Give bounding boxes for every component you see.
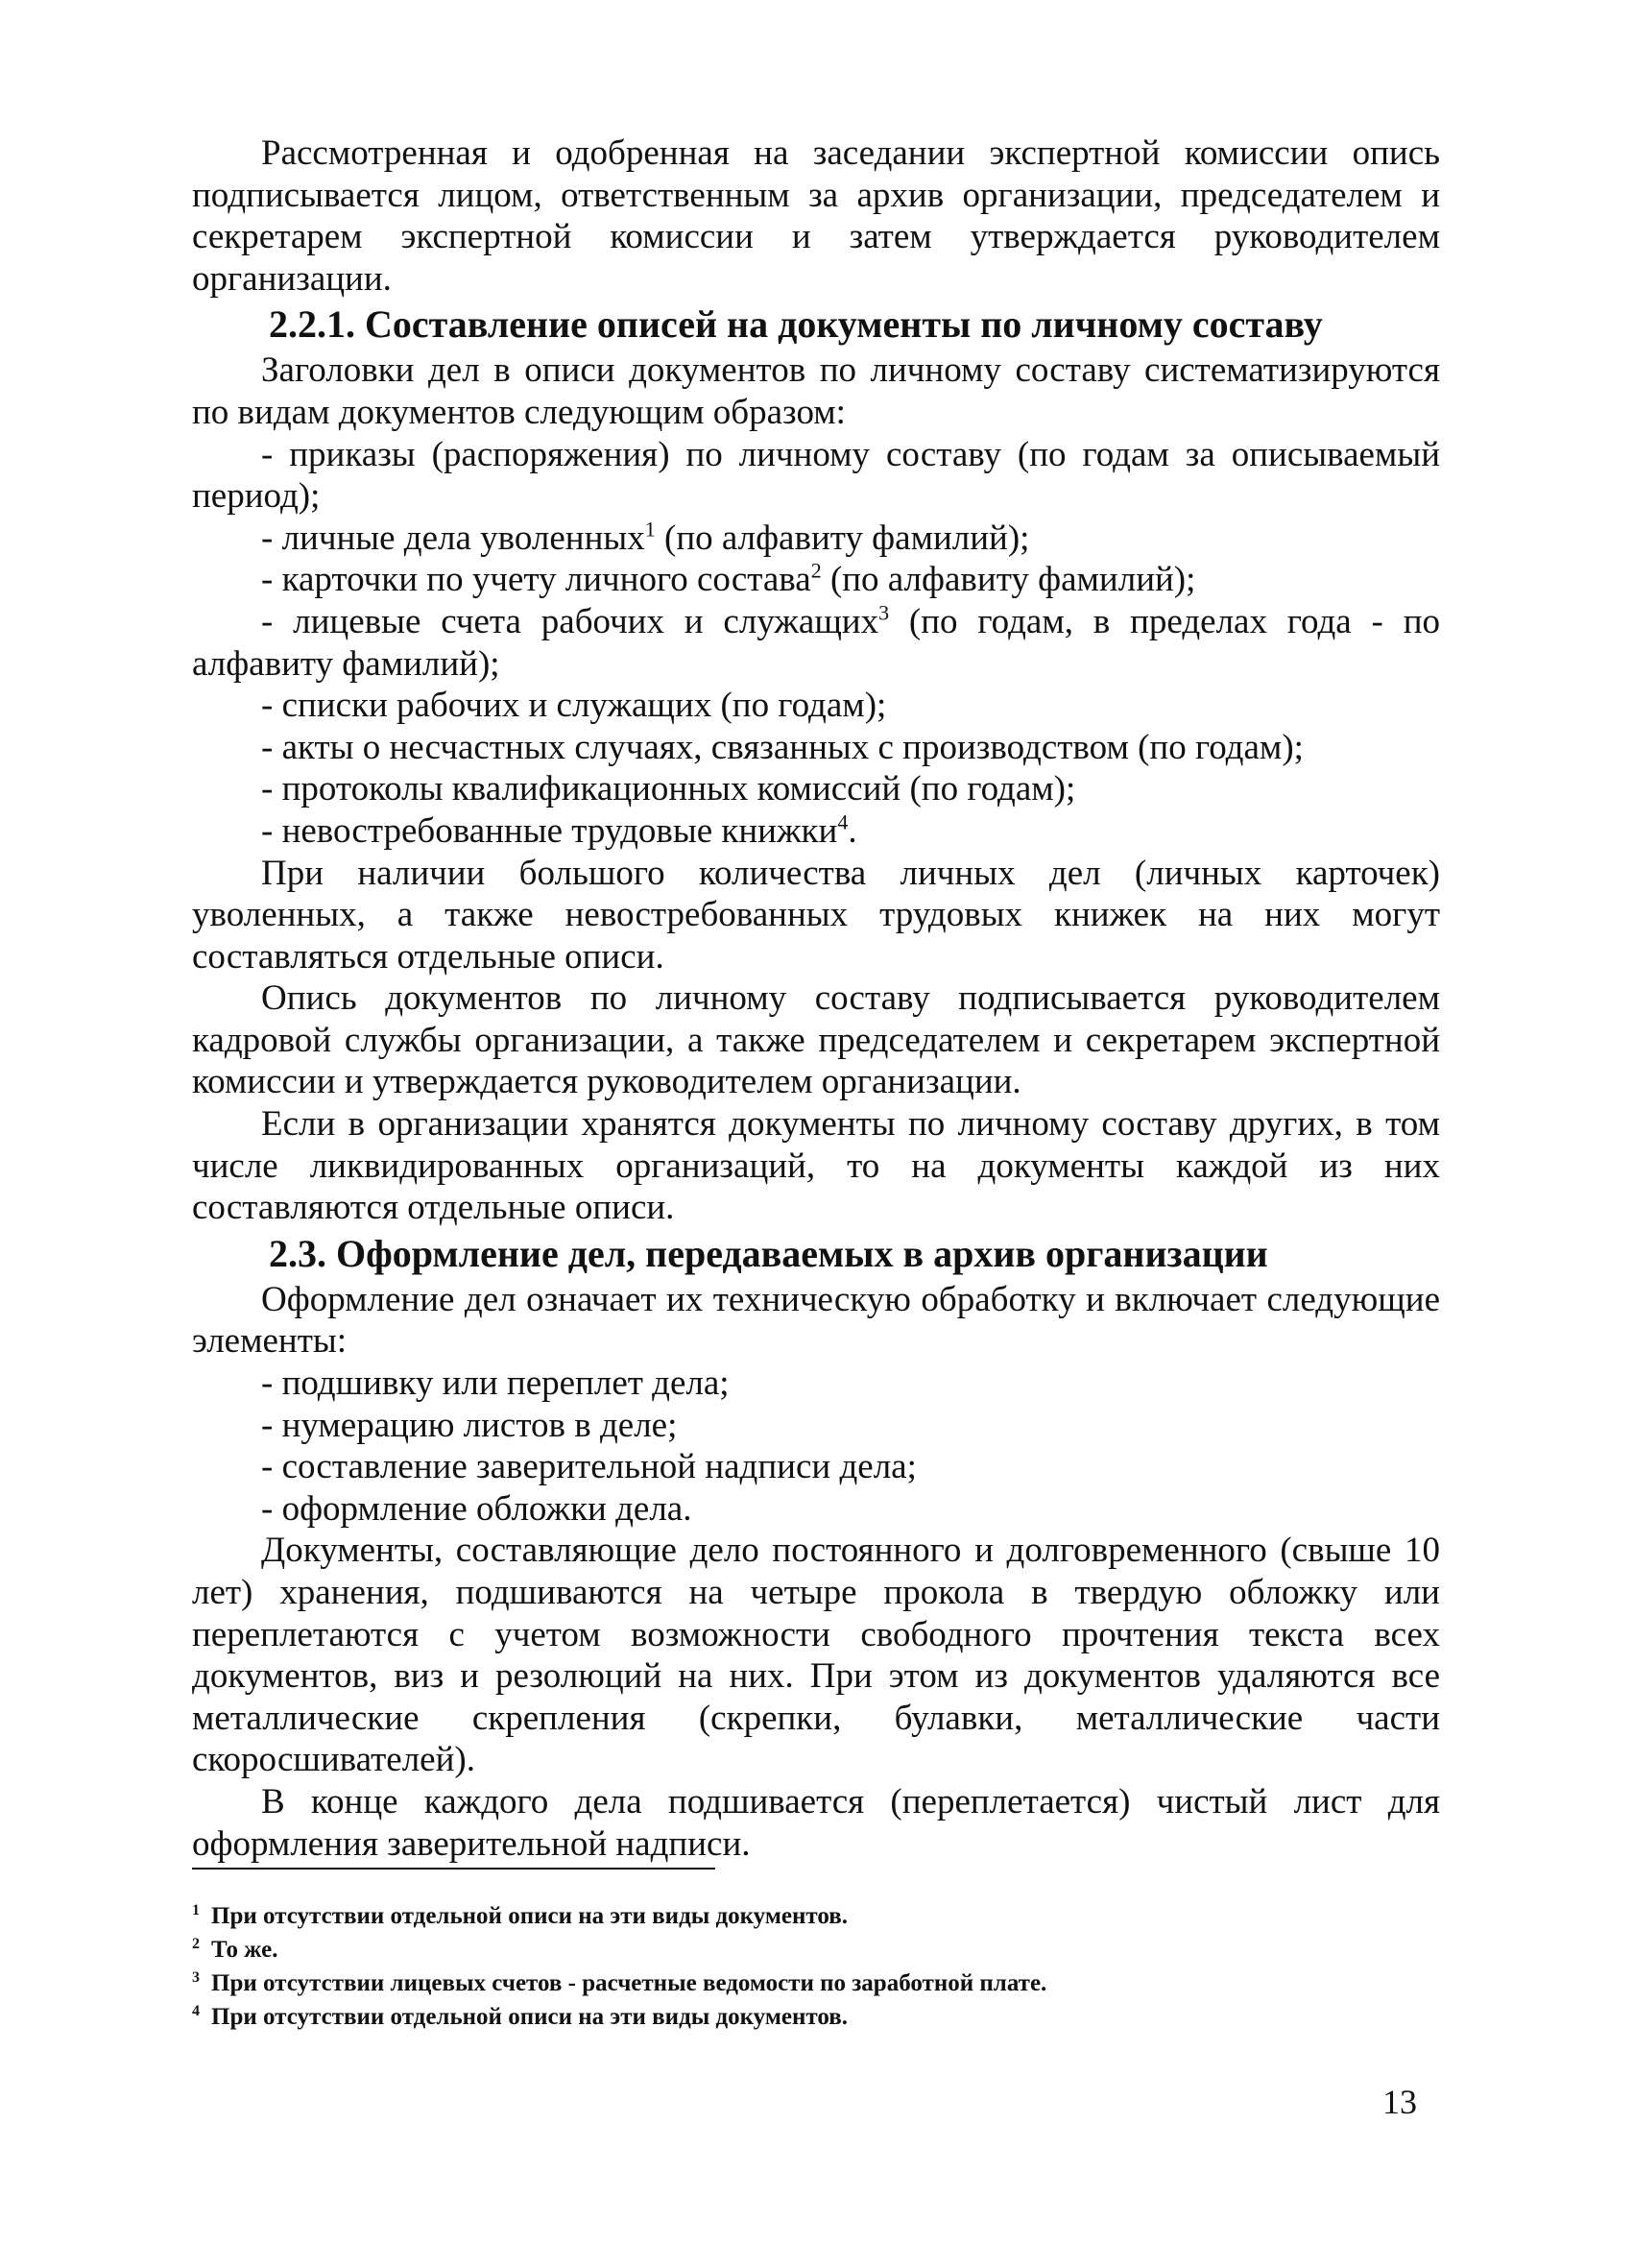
list-item: [192, 559, 1440, 601]
footnote-ref: 4: [837, 809, 849, 834]
list-item: [192, 810, 1440, 853]
list-item: [192, 685, 1440, 727]
list-item-text: - списки рабочих и служащих (по годам);: [261, 686, 887, 726]
footnote: [192, 1966, 1046, 2000]
footnote-text: При отсутствии отдельной описи на эти виды документов.: [211, 2004, 848, 2030]
list-item: [192, 434, 1440, 518]
paragraph: В конце каждого дела подшивается (переплетается) чистый лист для оформления заверительной надписи.: [192, 1781, 1440, 1864]
section-heading-2-3: 2.3. Оформление дел, передаваемых в архив организации: [269, 1231, 1268, 1275]
list-item: - подшивку или переплет дела;: [261, 1363, 730, 1404]
footnote: [192, 2000, 1046, 2034]
list-item-text: - личные дела уволенных: [261, 518, 645, 558]
paragraph: При наличии большого количества личных дел (личных карточек) уволенных, а также невостребованных трудовых книжек на них могут составляться отдельные описи.: [192, 853, 1440, 977]
list-item: - составление заверительной надписи дела;: [261, 1447, 917, 1487]
paragraph: Оформление дел означает их техническую обработку и включает следующие элементы:: [192, 1279, 1440, 1362]
footnote-divider: [192, 1868, 715, 1870]
list-item-text: - акты о несчастных случаях, связанных с производством (по годам);: [261, 727, 1304, 767]
list-item-text: - протоколы квалификационных комиссий (по годам);: [261, 769, 1076, 809]
page-number: 13: [1382, 2083, 1417, 2121]
list-item-text: - карточки по учету личного состава: [261, 560, 811, 600]
list-item-text: - приказы (распоряжения) по личному составу (по годам за описываемый период);: [192, 434, 1440, 517]
list-item: - нумерацию листов в деле;: [261, 1405, 678, 1445]
list-item: [192, 768, 1440, 810]
list-item-text: (по алфавиту фамилий);: [655, 518, 1030, 558]
footnote-ref: 2: [810, 559, 822, 584]
intro-paragraph: Рассмотренная и одобренная на заседании экспертной комиссии опись подписывается лицом, ответственным за архив организации, председателем и секретарем экспертной комиссии и затем утверждается руководителем организации.: [192, 133, 1440, 299]
footnote: [192, 1899, 1046, 1933]
footnote-number: 2: [192, 1935, 200, 1952]
footnote-number: 1: [192, 1901, 200, 1918]
footnote-text: При отсутствии отдельной описи на эти виды документов.: [211, 1903, 848, 1929]
list-item: [192, 601, 1440, 685]
list-item-text: .: [848, 810, 857, 851]
list-item-text: - лицевые счета рабочих и служащих: [261, 601, 879, 641]
paragraph: Документы, составляющие дело постоянного и долговременного (свыше 10 лет) хранения, подшиваются на четыре прокола в твердую обложку или переплетаются с учетом возможности свободного прочтения текста всех документов, виз и резолюций на них. При этом из документов удаляются все металлические скрепления (скрепки, булавки, металлические части скоросшивателей).: [192, 1531, 1440, 1780]
section-heading-2-2-1: 2.2.1. Составление описей на документы по личному составу: [269, 302, 1323, 347]
list-item: [192, 727, 1440, 769]
footnotes: [192, 1899, 1046, 2034]
list-item-text: - невостребованные трудовые книжки: [261, 810, 838, 851]
paragraph: Заголовки дел в описи документов по личному составу систематизируются по видам документов следующим образом:: [192, 350, 1440, 432]
footnote-number: 3: [192, 1968, 200, 1986]
footnote: [192, 1933, 1046, 1966]
main-text: [192, 133, 1440, 1865]
paragraph: Если в организации хранятся документы по личному составу других, в том числе ликвидированных организаций, то на документы каждой из них составляются отдельные описи.: [192, 1104, 1440, 1228]
list-item-text: (по годам, в пределах года - по алфавиту фамилий);: [192, 601, 1440, 684]
footnote-ref: 3: [878, 600, 890, 625]
list-item-text: (по алфавиту фамилий);: [821, 560, 1196, 600]
footnote-ref: 1: [644, 517, 656, 542]
footnote-text: При отсутствии лицевых счетов - расчетные ведомости по заработной плате.: [211, 1970, 1047, 1996]
footnote-text: То же.: [211, 1937, 278, 1963]
list-item: [192, 518, 1440, 560]
list-item: - оформление обложки дела.: [261, 1488, 692, 1529]
footnote-number: 4: [192, 2002, 200, 2019]
paragraph: Опись документов по личному составу подписывается руководителем кадровой службы организации, а также председателем и секретарем экспертной комиссии и утверждается руководителем организации.: [192, 978, 1440, 1102]
